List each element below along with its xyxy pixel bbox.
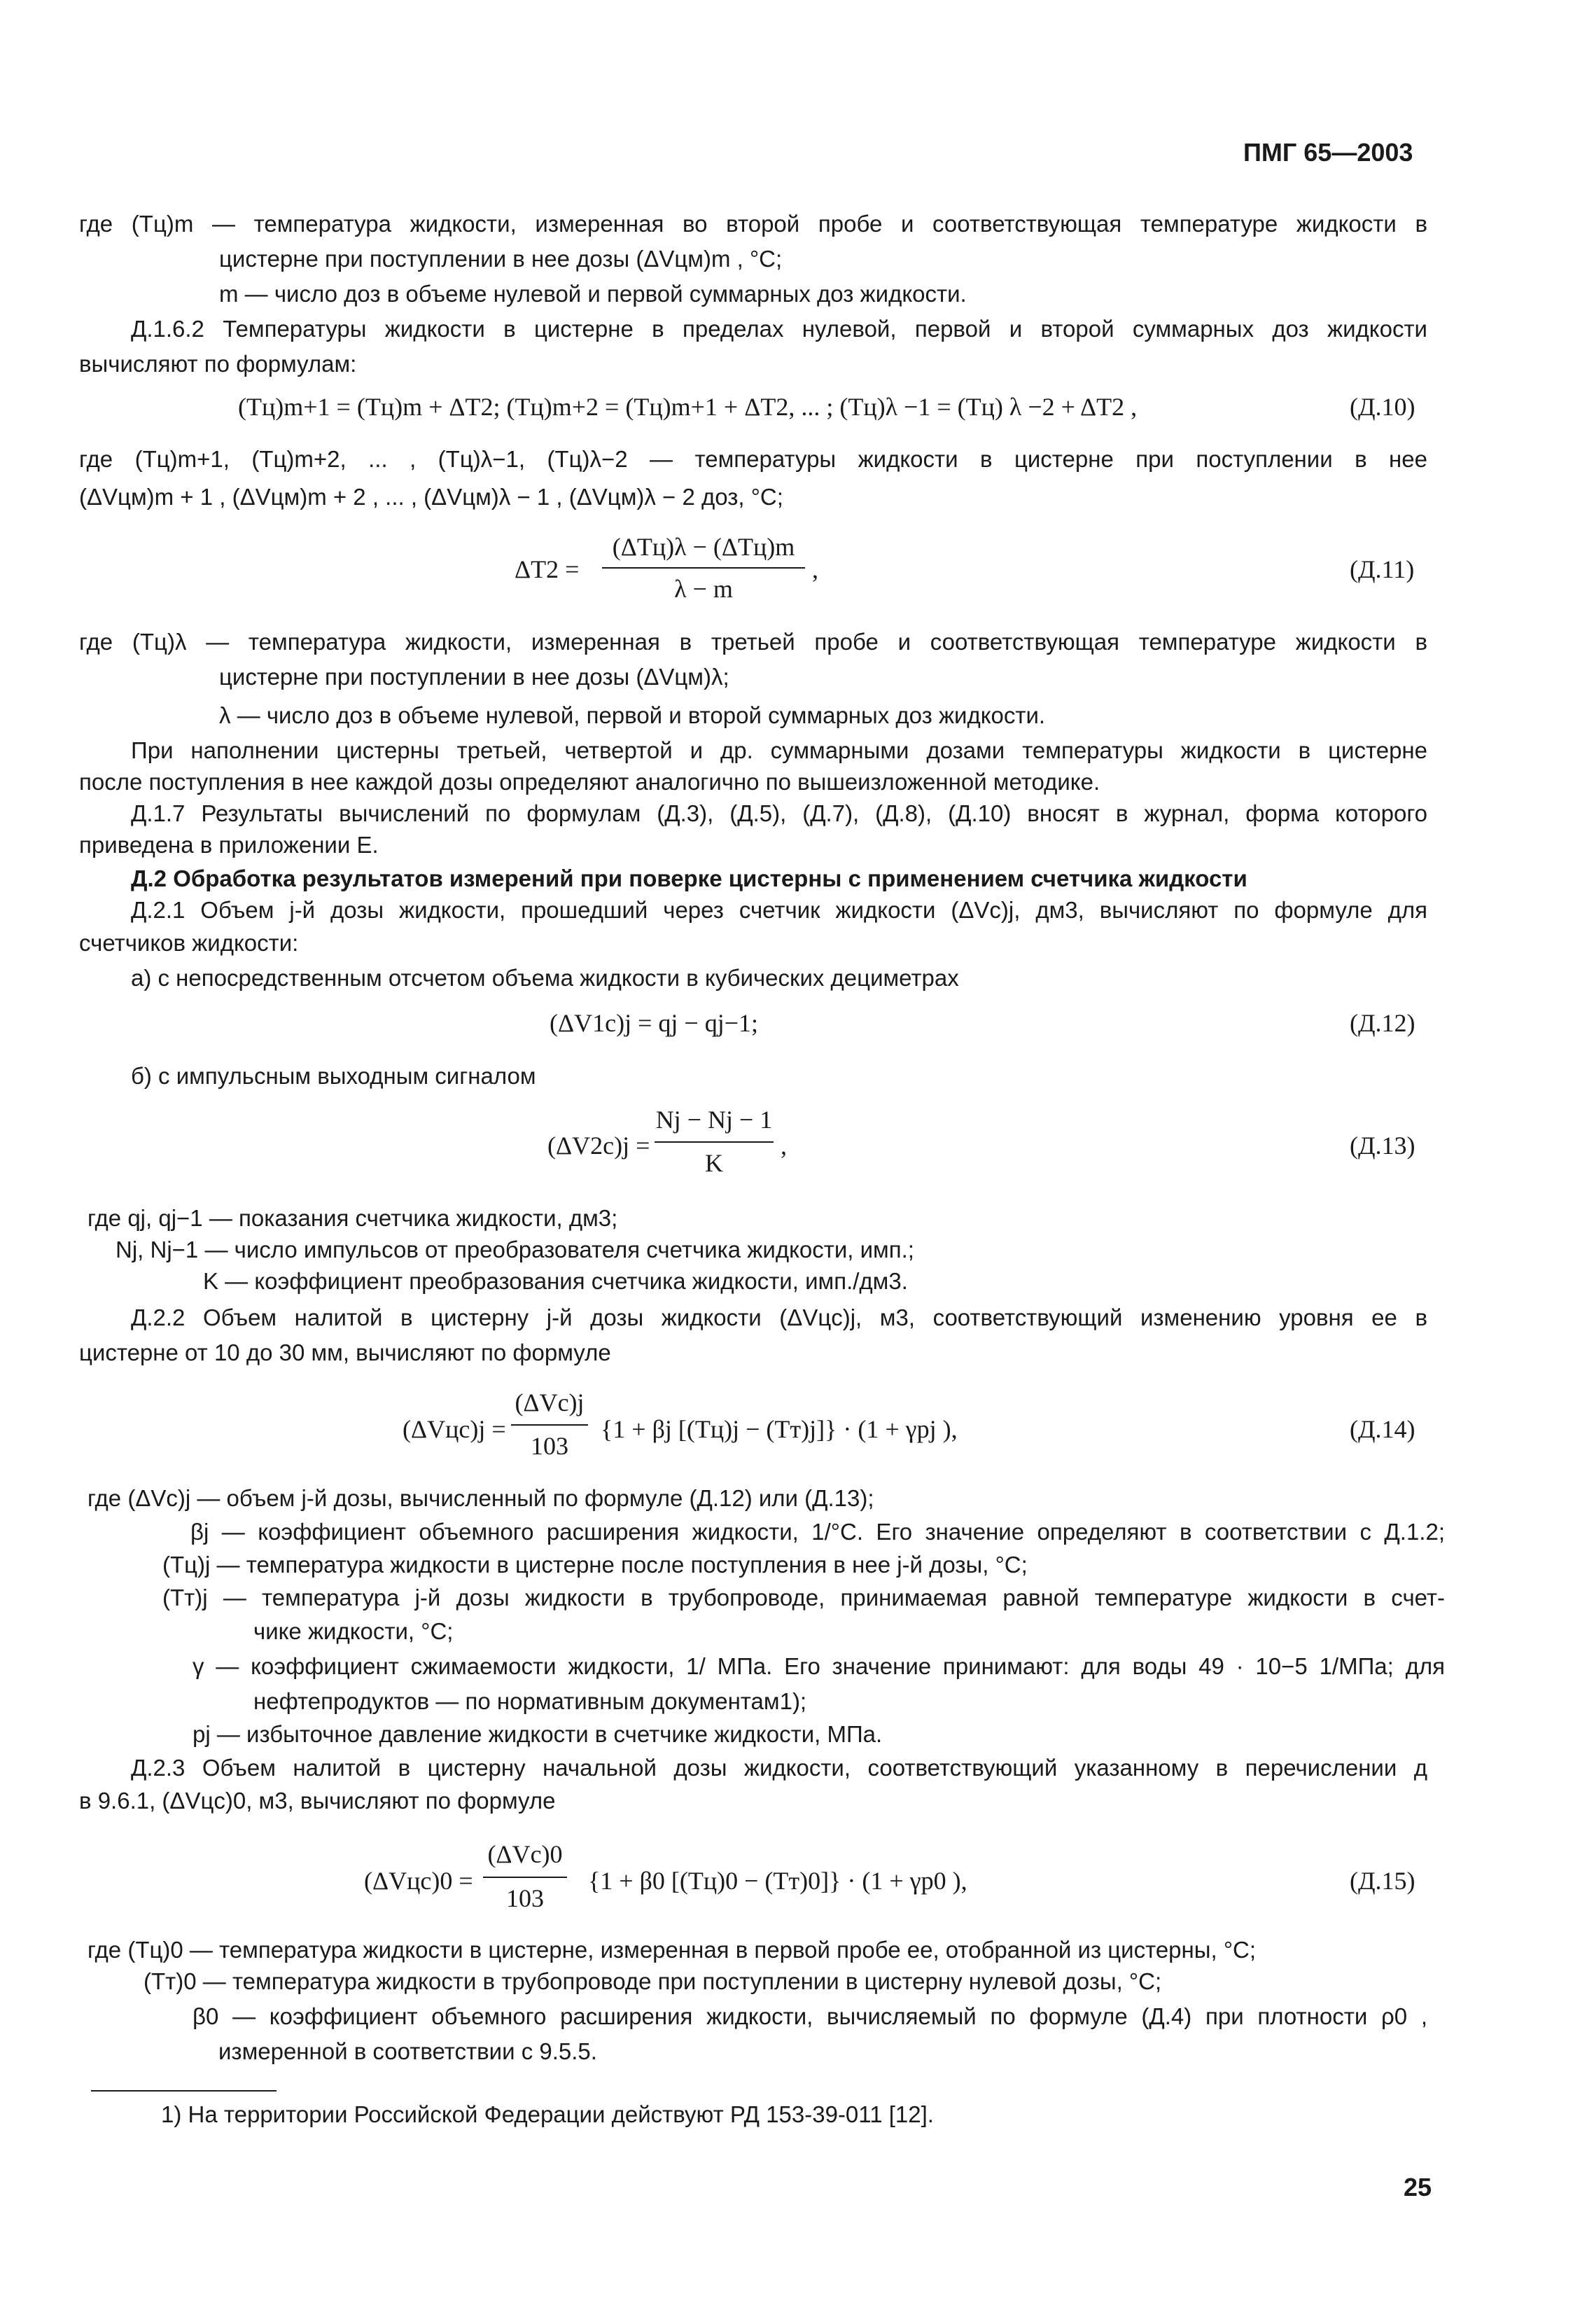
text-line: Д.1.6.2 Температуры жидкости в цистерне в пределах нулевой, первой и второй суммарных доз жидкости (131, 316, 1427, 342)
text-line: цистерне при поступлении в нее дозы (ΔVцм)λ; (219, 664, 729, 690)
equation-d13-denominator: K (705, 1149, 723, 1177)
footnote: 1) На территории Российской Федерации действуют РД 153-39-011 [12]. (161, 2101, 934, 2127)
text-line: где (ΔVc)j — объем j-й дозы, вычисленный по формуле (Д.12) или (Д.13); (88, 1485, 874, 1511)
text-line: а) с непосредственным отсчетом объема жидкости в кубических дециметрах (131, 965, 959, 991)
equation-d15-left: (ΔVцc)0 = (364, 1867, 473, 1895)
equation-d10: (Tц)m+1 = (Tц)m + ΔT2; (Tц)m+2 = (Tц)m+1 + ΔT2, ... ; (Tц)λ −1 = (Tц) λ −2 + ΔT2 , (238, 393, 1138, 421)
text-line: При наполнении цистерны третьей, четвертой и др. суммарными дозами температуры жидкости в цистерне (131, 737, 1427, 763)
equation-d11-denominator: λ − m (674, 575, 733, 603)
text-line: цистерне от 10 до 30 мм, вычисляют по формуле (79, 1340, 611, 1365)
equation-d14-denominator: 103 (531, 1432, 568, 1460)
text-line: вычисляют по формулам: (79, 351, 357, 377)
text-line: где (Tц)0 — температура жидкости в цистерне, измеренная в первой пробе ее, отобранной из цистерны, °С; (88, 1937, 1257, 1963)
equation-d11-numerator: (ΔTц)λ − (ΔTц)m (612, 533, 795, 561)
footnote-separator (91, 2090, 277, 2092)
text-line: λ — число доз в объеме нулевой, первой и второй суммарных доз жидкости. (219, 702, 1046, 728)
equation-number: (Д.10) (1350, 393, 1415, 421)
equation-d14-left: (ΔVцc)j = (403, 1415, 506, 1443)
equation-d13-left: (ΔV2c)j = (547, 1132, 650, 1160)
equation-number: (Д.15) (1350, 1867, 1415, 1895)
fraction-bar (511, 1424, 588, 1426)
equation-d14-tail: {1 + βj [(Tц)j − (Tт)j]} · (1 + γpj ), (601, 1415, 958, 1443)
text-line: Д.2.2 Объем налитой в цистерну j-й дозы жидкости (ΔVцc)j, м3, соответствующий изменению уровня ее в (131, 1304, 1427, 1330)
text-line: приведена в приложении Е. (79, 832, 379, 858)
fraction-bar (602, 567, 805, 569)
text-line: счетчиков жидкости: (79, 930, 299, 956)
equation-d11-left: ΔT2 = (515, 555, 580, 583)
text-line: измеренной в соответствии с 9.5.5. (218, 2038, 597, 2064)
equation-number: (Д.11) (1350, 555, 1415, 583)
text-line: цистерне при поступлении в нее дозы (ΔVцм)m , °С; (219, 246, 783, 272)
text-line: (Tц)j — температура жидкости в цистерне после поступления в нее j-й дозы, °С; (162, 1552, 1028, 1578)
equation-d14-numerator: (ΔVc)j (515, 1389, 585, 1417)
text-line: (ΔVцм)m + 1 , (ΔVцм)m + 2 , ... , (ΔVцм)λ − 1 , (ΔVцм)λ − 2 доз, °С; (79, 484, 783, 510)
text-line: β0 — коэффициент объемного расширения жидкости, вычисляемый по формуле (Д.4) при плотности ρ0 , (193, 2003, 1427, 2029)
fraction-bar (655, 1141, 774, 1143)
text-line: в 9.6.1, (ΔVцc)0, м3, вычисляют по формуле (79, 1788, 556, 1814)
text-line: где (Tц)m — температура жидкости, измеренная во второй пробе и соответствующая температуре жидкости в (79, 211, 1427, 237)
text-line: Д.2.1 Объем j-й дозы жидкости, прошедший через счетчик жидкости (ΔVc)j, дм3, вычисляют по формуле для (131, 897, 1427, 923)
text-line: βj — коэффициент объемного расширения жидкости, 1/°С. Его значение определяют в соответствии с Д.1.2; (190, 1519, 1445, 1545)
equation-d12: (ΔV1c)j = qj − qj−1; (550, 1009, 759, 1037)
equation-number: (Д.14) (1350, 1415, 1415, 1443)
text-line: где (Tц)m+1, (Tц)m+2, ... , (Tц)λ−1, (Tц)λ−2 — температуры жидкости в цистерне при поступлении в нее (79, 446, 1427, 472)
text-line: б) с импульсным выходным сигналом (131, 1063, 536, 1089)
equation-d15-denominator: 103 (506, 1884, 544, 1912)
document-id: ПМГ 65—2003 (1243, 138, 1413, 167)
text-line: где (Tц)λ — температура жидкости, измеренная в третьей пробе и соответствующая температуре жидкости в (79, 629, 1427, 655)
text-line: после поступления в нее каждой дозы определяют аналогично по вышеизложенной методике. (79, 769, 1100, 795)
text-line: (Tт)j — температура j-й дозы жидкости в трубопроводе, принимаемая равной температуре жидкости в счет- (162, 1585, 1445, 1610)
text-line: чике жидкости, °С; (253, 1618, 454, 1644)
text-line: (Tт)0 — температура жидкости в трубопроводе при поступлении в цистерну нулевой дозы, °С; (144, 1968, 1162, 1994)
equation-d15-numerator: (ΔVc)0 (487, 1840, 563, 1868)
equation-d15-tail: {1 + β0 [(Tц)0 − (Tт)0]} · (1 + γp0 ), (588, 1867, 967, 1895)
equation-number: (Д.13) (1350, 1132, 1415, 1160)
text-line: нефтепродуктов — по нормативным документам1); (253, 1688, 807, 1714)
page-number: 25 (1404, 2173, 1432, 2201)
text-line: Д.2.3 Объем налитой в цистерну начальной дозы жидкости, соответствующий указанному в перечислении д (131, 1755, 1427, 1781)
fraction-bar (483, 1877, 567, 1878)
equation-d13-numerator: Nj − Nj − 1 (655, 1106, 773, 1134)
equation-d13-tail: , (781, 1132, 787, 1160)
section-heading: Д.2 Обработка результатов измерений при поверке цистерны с применением счетчика жидкости (131, 865, 1247, 891)
text-line: γ — коэффициент сжимаемости жидкости, 1/ МПа. Его значение принимают: для воды 49 · 10−5 1/МПа; для (193, 1653, 1445, 1679)
text-line: pj — избыточное давление жидкости в счетчике жидкости, МПа. (193, 1721, 883, 1747)
equation-d11-tail: , (812, 555, 818, 583)
text-line: m — число доз в объеме нулевой и первой суммарных доз жидкости. (219, 281, 967, 307)
text-line: K — коэффициент преобразования счетчика жидкости, имп./дм3. (203, 1268, 908, 1294)
text-line: где qj, qj−1 — показания счетчика жидкости, дм3; (88, 1205, 618, 1231)
text-line: Nj, Nj−1 — число импульсов от преобразователя счетчика жидкости, имп.; (116, 1237, 914, 1262)
equation-number: (Д.12) (1350, 1009, 1415, 1037)
text-line: Д.1.7 Результаты вычислений по формулам (Д.3), (Д.5), (Д.7), (Д.8), (Д.10) вносят в журнал, форма которого (131, 800, 1427, 826)
